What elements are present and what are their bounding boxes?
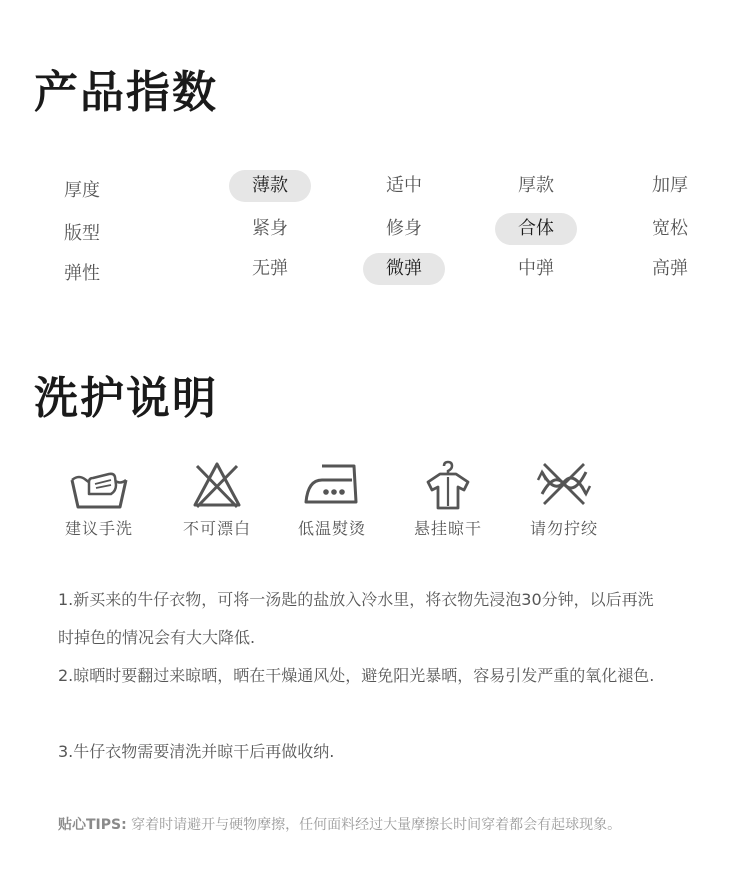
care-item-hang-dry — [393, 460, 503, 539]
row-label: 弹性 — [64, 263, 100, 284]
hand-wash-icon — [69, 460, 129, 510]
hang-dry-icon — [418, 460, 478, 510]
option-no-stretch: 无弹 — [252, 258, 288, 279]
care-item-no-bleach — [162, 460, 272, 539]
care-title: 洗护说明 — [34, 373, 218, 424]
low-iron-icon — [302, 460, 362, 510]
tips-note — [58, 814, 621, 834]
fit-row — [0, 213, 750, 247]
no-wring-icon — [534, 460, 594, 510]
care-item-low-iron — [277, 460, 387, 539]
care-instruction: 2.晾晒时要翻过来晾晒，晒在干燥通风处，避免阳光暴晒，容易引发严重的氧化褪色. — [58, 666, 655, 685]
option-medium: 适中 — [386, 175, 422, 196]
care-instruction: 1.新买来的牛仔衣物，可将一汤匙的盐放入冷水里，将衣物先浸泡30分钟，以后再洗时掉色的情况会有大大降低. — [58, 590, 654, 647]
care-label: 请勿拧绞 — [529, 519, 598, 538]
option-extra-thick: 加厚 — [652, 175, 688, 196]
care-label: 低温熨烫 — [297, 519, 366, 538]
option-slight-stretch: 微弹 — [363, 253, 445, 285]
option-skinny: 紧身 — [252, 218, 288, 239]
option-slim: 修身 — [386, 218, 422, 239]
no-bleach-icon — [187, 460, 247, 510]
thickness-row — [0, 170, 750, 204]
option-medium-stretch: 中弹 — [518, 258, 554, 279]
row-label: 版型 — [64, 223, 100, 244]
tips-text: 穿着时请避开与硬物摩擦，任何面料经过大量摩擦长时间穿着都会有起球现象。 — [126, 817, 622, 833]
tips-label: 贴心TIPS: — [58, 817, 127, 833]
row-label: 厚度 — [64, 180, 100, 201]
care-instruction: 3.牛仔衣物需要清洗并晾干后再做收纳. — [58, 742, 335, 761]
option-loose: 宽松 — [652, 218, 688, 239]
option-thin: 薄款 — [229, 170, 311, 202]
option-high-stretch: 高弹 — [652, 258, 688, 279]
care-label: 悬挂晾干 — [413, 519, 482, 538]
care-item-hand-wash — [44, 460, 154, 539]
product-index-title: 产品指数 — [34, 67, 218, 118]
care-label: 不可漂白 — [182, 519, 251, 538]
care-item-no-wring — [509, 460, 619, 539]
option-thick: 厚款 — [518, 175, 554, 196]
care-label: 建议手洗 — [64, 519, 133, 538]
elasticity-row — [0, 253, 750, 287]
option-regular: 合体 — [495, 213, 577, 245]
